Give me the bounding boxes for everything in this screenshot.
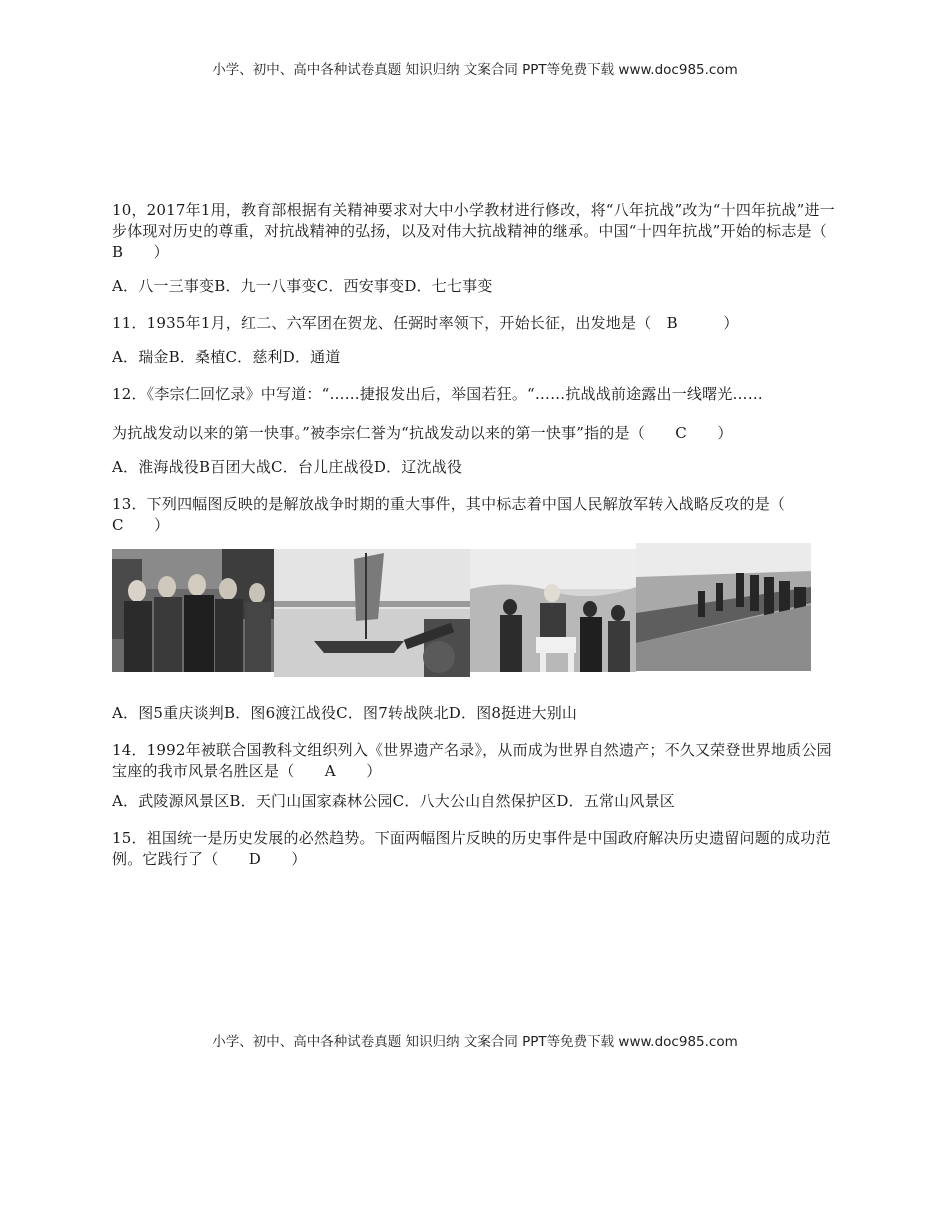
question-10-stem: 10，2017年1用，教育部根据有关精神要求对大中小学教材进行修改，将“八年抗战”改为“十四年抗战”进一步体现对历史的尊重，对抗战精神的弘扬，以及对伟大抗战精神的继承。中国“十四年抗战”开始的标志是（ B ） bbox=[112, 201, 858, 261]
photo-northern-shaanxi bbox=[470, 549, 636, 672]
question-14-stem: 14．1992年被联合国教科文组织列入《世界遗产名录》，从而成为世界自然遗产；不久又荣登世界地质公园宝座的我市风景名胜区是（ A ） bbox=[112, 741, 832, 780]
photo-northern-shaanxi-image bbox=[470, 549, 636, 672]
question-12-options: A．淮海战役B百团大战C．台儿庄战役D．辽沈战役 bbox=[112, 458, 463, 476]
page-footer: 小学、初中、高中各种试卷真题 知识归纳 文案合同 PPT等免费下载 www.doc985.com bbox=[212, 1034, 738, 1050]
question-15-stem: 15．祖国统一是历史发展的必然趋势。下面两幅图片反映的历史事件是中国政府解决历史遗留问题的成功范例。它践行了（ D ） bbox=[112, 829, 831, 868]
question-13-photo-strip bbox=[112, 549, 842, 677]
photo-dabie-mountains bbox=[636, 543, 811, 671]
photo-chongqing-negotiation-image bbox=[112, 549, 274, 672]
question-12-stem-line2: 为抗战发动以来的第一快事。”被李宗仁誉为“抗战发动以来的第一快事”指的是（ C ） bbox=[112, 424, 733, 442]
question-12-stem-line1: 12．《李宗仁回忆录》中写道：“……捷报发出后，举国若狂。“……抗战战前途露出一线曙光…… bbox=[112, 385, 763, 403]
page-header: 小学、初中、高中各种试卷真题 知识归纳 文案合同 PPT等免费下载 www.doc985.com bbox=[212, 62, 738, 78]
question-10-options: A．八一三事变B．九一八事变C．西安事变D．七七事变 bbox=[112, 277, 493, 295]
question-14-options: A．武陵源风景区B．天门山国家森林公园C．八大公山自然保护区D．五常山风景区 bbox=[112, 792, 675, 810]
photo-river-crossing bbox=[274, 549, 470, 677]
question-13-stem: 13．下列四幅图反映的是解放战争时期的重大事件，其中标志着中国人民解放军转入战略反攻的是（ C ） bbox=[112, 495, 801, 534]
question-11-stem: 11．1935年1月，红二、六军团在贺龙、任弼时率领下，开始长征，出发地是（ B ） bbox=[112, 314, 739, 332]
question-11-options: A．瑞金B．桑植C．慈利D．通道 bbox=[112, 348, 341, 366]
photo-river-crossing-image bbox=[274, 549, 470, 677]
photo-chongqing-negotiation bbox=[112, 549, 274, 672]
photo-dabie-mountains-image bbox=[636, 543, 811, 671]
question-13-options: A．图5重庆谈判B．图6渡江战役C．图7转战陕北D．图8挺进大别山 bbox=[112, 704, 578, 722]
exam-content bbox=[112, 200, 858, 883]
